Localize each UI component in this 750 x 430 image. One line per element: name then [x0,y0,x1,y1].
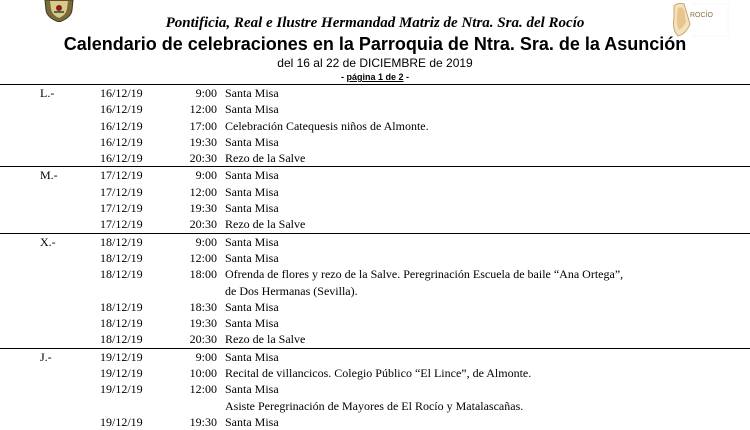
description-cell: Rezo de la Salve [225,332,306,347]
schedule-row [0,331,750,347]
schedule-row [0,299,750,315]
description-cell: Recital de villancicos. Colegio Público “El Lince”, de Almonte. [225,366,532,381]
date-cell: 19/12/19 [100,414,143,429]
description-cell: de Dos Hermanas (Sevilla). [225,283,358,298]
date-cell: 16/12/19 [100,118,143,133]
date-cell: 18/12/19 [100,267,143,282]
description-cell: Santa Misa [225,299,279,314]
schedule-row [0,348,750,365]
time-cell: 12:00 [189,250,217,265]
schedule-row [0,250,750,266]
schedule-row [0,118,750,134]
schedule-list [0,84,750,430]
time-cell: 9:00 [195,349,217,364]
schedule-row [0,184,750,200]
time-cell: 20:30 [189,217,217,232]
schedule-row [0,381,750,397]
description-cell: Santa Misa [225,134,279,149]
description-cell: Rezo de la Salve [225,217,306,232]
schedule-row [0,365,750,381]
schedule-row [0,200,750,216]
description-cell: Asiste Peregrinación de Mayores de El Rocío y Matalascañas. [225,398,524,413]
date-cell: 17/12/19 [100,184,143,199]
day-label: X.- [40,234,56,249]
date-range: del 16 al 22 de DICIEMBRE de 2019 [277,56,473,70]
time-cell: 19:30 [189,316,217,331]
description-cell: Celebración Catequesis niños de Almonte. [225,118,429,133]
date-cell: 19/12/19 [100,366,143,381]
description-cell: Santa Misa [225,234,279,249]
description-cell: Santa Misa [225,86,279,100]
time-cell: 9:00 [195,86,217,100]
schedule-row [0,101,750,117]
date-cell: 16/12/19 [100,151,143,166]
schedule-row [0,414,750,430]
logo-wordmark: ROCÍO [690,12,713,19]
time-cell: 12:00 [189,184,217,199]
description-cell: Santa Misa [225,168,279,183]
schedule-row [0,216,750,232]
schedule-row [0,134,750,150]
date-cell: 19/12/19 [100,382,143,397]
page-title: Calendario de celebraciones en la Parroquia de Ntra. Sra. de la Asunción [63,34,687,54]
time-cell: 20:30 [189,151,217,166]
time-cell: 9:00 [195,234,217,249]
schedule-row [0,233,750,250]
day-label: J.- [40,349,52,364]
date-cell: 18/12/19 [100,332,143,347]
time-cell: 10:00 [189,366,217,381]
schedule-row [0,398,750,414]
schedule-row [0,166,750,183]
time-cell: 9:00 [195,168,217,183]
date-cell: 16/12/19 [100,102,143,117]
date-cell: 18/12/19 [100,316,143,331]
time-cell: 19:30 [189,414,217,429]
date-cell: 19/12/19 [100,349,143,364]
page-indicator-label: página 1 de 2 [346,72,404,82]
date-cell: 17/12/19 [100,201,143,216]
page-indicator: - página 1 de 2 - [340,72,410,82]
brotherhood-title: Pontificia, Real e Ilustre Hermandad Matriz de Ntra. Sra. del Rocío [165,15,585,31]
date-cell: 17/12/19 [100,217,143,232]
time-cell: 18:30 [189,299,217,314]
schedule-row [0,266,750,282]
description-cell: Santa Misa [225,349,279,364]
date-cell: 18/12/19 [100,299,143,314]
time-cell: 12:00 [189,382,217,397]
time-cell: 12:00 [189,102,217,117]
time-cell: 19:30 [189,201,217,216]
schedule-row [0,315,750,331]
time-cell: 20:30 [189,332,217,347]
description-cell: Santa Misa [225,382,279,397]
description-cell: Santa Misa [225,250,279,265]
schedule-row [0,150,750,166]
time-cell: 19:30 [189,134,217,149]
date-cell: 18/12/19 [100,250,143,265]
date-cell: 17/12/19 [100,168,143,183]
day-label: M.- [40,168,58,183]
date-cell: 16/12/19 [100,86,143,100]
date-cell: 16/12/19 [100,134,143,149]
time-cell: 18:00 [189,267,217,282]
description-cell: Rezo de la Salve [225,151,306,166]
description-cell: Santa Misa [225,184,279,199]
description-cell: Santa Misa [225,201,279,216]
description-cell: Ofrenda de flores y rezo de la Salve. Peregrinación Escuela de baile “Ana Ortega”, [225,267,624,282]
schedule-row [0,283,750,299]
date-cell: 18/12/19 [100,234,143,249]
description-cell: Santa Misa [225,316,279,331]
day-label: L.- [40,86,55,100]
schedule-row [0,84,750,101]
time-cell: 17:00 [189,118,217,133]
description-cell: Santa Misa [225,102,279,117]
description-cell: Santa Misa [225,414,279,429]
